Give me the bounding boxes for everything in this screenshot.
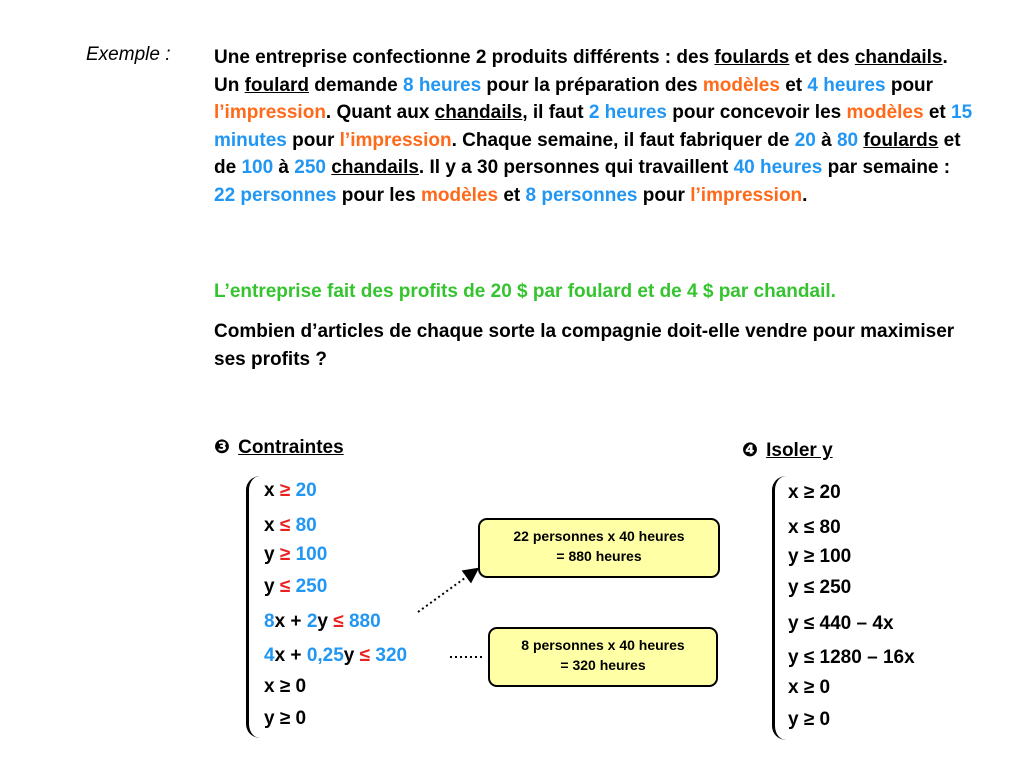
isolate-title: Isoler y (766, 440, 833, 461)
problem-text: et des (789, 47, 855, 68)
product-chandails: chandails (331, 157, 419, 178)
problem-text: , il faut (522, 102, 589, 123)
problem-text: demande (309, 74, 403, 96)
constraint-line: x ≥ 0 (264, 676, 307, 697)
product-foulard: foulard (244, 74, 309, 96)
constraint-var: x + (274, 645, 307, 666)
minutes-value: 15 minutes (214, 102, 973, 151)
task-impression: l’impression (690, 184, 803, 206)
task-modeles: modèles (846, 102, 924, 123)
problem-text: et de (214, 129, 961, 178)
constraint-coefficient: 4 (264, 645, 275, 666)
constraint-value: 20 (290, 480, 317, 501)
problem-text: à (815, 129, 837, 151)
step-number: ❹ (742, 440, 759, 461)
problem-text: et (498, 184, 526, 206)
isolated-line: y ≤ 250 (788, 577, 852, 598)
problem-text: pour (286, 129, 340, 151)
task-impression: l’impression (214, 102, 326, 123)
task-modeles: modèles (420, 184, 499, 206)
constraint-var: x + (274, 611, 307, 632)
constraint-operator: ≤ (333, 611, 344, 632)
problem-text: à (273, 157, 295, 178)
example-label: Exemple : (86, 44, 171, 65)
constraint-value: 250 (290, 576, 328, 597)
constraint-coefficient: 8 (264, 611, 275, 632)
profit-statement: L’entreprise fait des profits de 20 $ par foulard et de 4 $ par chandail. (214, 281, 836, 302)
isolated-line: x ≤ 80 (788, 517, 841, 538)
problem-text: . (802, 184, 808, 206)
people-value: 22 personnes (214, 184, 337, 206)
problem-text: . Il y a 30 personnes qui travaillent (418, 157, 734, 178)
problem-text: . Chaque semaine, il faut fabriquer de (451, 129, 795, 151)
constraints-title: Contraintes (238, 437, 344, 458)
product-foulards: foulards (863, 129, 939, 151)
product-chandails: chandails (854, 47, 943, 68)
question: Combien d’articles de chaque sorte la compagnie doit-elle vendre pour maximiser ses profits ? (214, 321, 955, 370)
constraint-var: y (317, 611, 334, 632)
constraint-value: 880 (343, 611, 381, 632)
isolated-line: y ≤ 1280 – 16x (788, 647, 915, 668)
problem-text: . Un (214, 47, 948, 96)
isolated-line: y ≥ 0 (788, 709, 831, 730)
constraint-value: 320 (370, 645, 408, 666)
hours-value: 2 heures (588, 102, 667, 123)
task-modeles: modèles (702, 74, 780, 96)
problem-text: . Quant aux (325, 102, 435, 123)
constraint-coefficient: 2 (306, 611, 318, 632)
constraint-value: 100 (290, 544, 328, 565)
isolated-line: x ≥ 0 (788, 677, 831, 698)
problem-text: pour les (336, 184, 421, 206)
step-number: ❸ (214, 437, 231, 458)
isolated-line: x ≥ 20 (788, 482, 841, 503)
task-impression: l’impression (339, 129, 452, 151)
constraint-var: y (343, 645, 360, 666)
constraint-operator: ≤ (359, 645, 371, 666)
product-chandails: chandails (434, 102, 523, 123)
constraint-line: y ≥ 0 (264, 708, 307, 729)
note-line: 22 personnes x 40 heures (513, 528, 685, 544)
problem-text: pour (885, 74, 934, 96)
problem-text: Une entreprise confectionne 2 produits différents : des (214, 47, 715, 68)
quantity-value: 250 (294, 157, 326, 178)
constraint-var: y (264, 576, 280, 597)
constraint-value: 80 (290, 515, 317, 536)
quantity-value: 100 (241, 157, 274, 178)
isolated-line: y ≥ 100 (788, 546, 852, 567)
problem-text: pour (637, 184, 691, 206)
problem-text: pour concevoir les (666, 102, 847, 123)
quantity-value: 80 (836, 129, 859, 151)
note-line: 8 personnes x 40 heures (521, 637, 685, 653)
constraint-operator: ≤ (279, 515, 291, 536)
note-line: = 880 heures (556, 548, 642, 564)
problem-text: et (923, 102, 952, 123)
product-foulards: foulards (714, 47, 790, 68)
note-line: = 320 heures (560, 657, 646, 673)
isolated-line: y ≤ 440 – 4x (788, 613, 894, 634)
arrow-to-note-models (418, 570, 476, 612)
quantity-value: 20 (794, 129, 816, 151)
constraint-var: x (264, 480, 280, 501)
constraint-var: x (264, 515, 280, 536)
constraint-operator: ≥ (279, 480, 291, 501)
constraint-coefficient: 0,25 (306, 645, 344, 666)
people-value: 8 personnes (525, 184, 638, 206)
constraint-operator: ≥ (279, 544, 291, 565)
constraint-var: y (264, 544, 280, 565)
problem-text: pour la préparation des (481, 74, 703, 96)
hours-value: 4 heures (807, 74, 886, 96)
hours-value: 8 heures (402, 74, 482, 96)
hours-value: 40 heures (733, 157, 823, 178)
problem-text: par semaine : (822, 157, 951, 178)
problem-text: et (779, 74, 808, 96)
constraint-operator: ≤ (279, 576, 291, 597)
